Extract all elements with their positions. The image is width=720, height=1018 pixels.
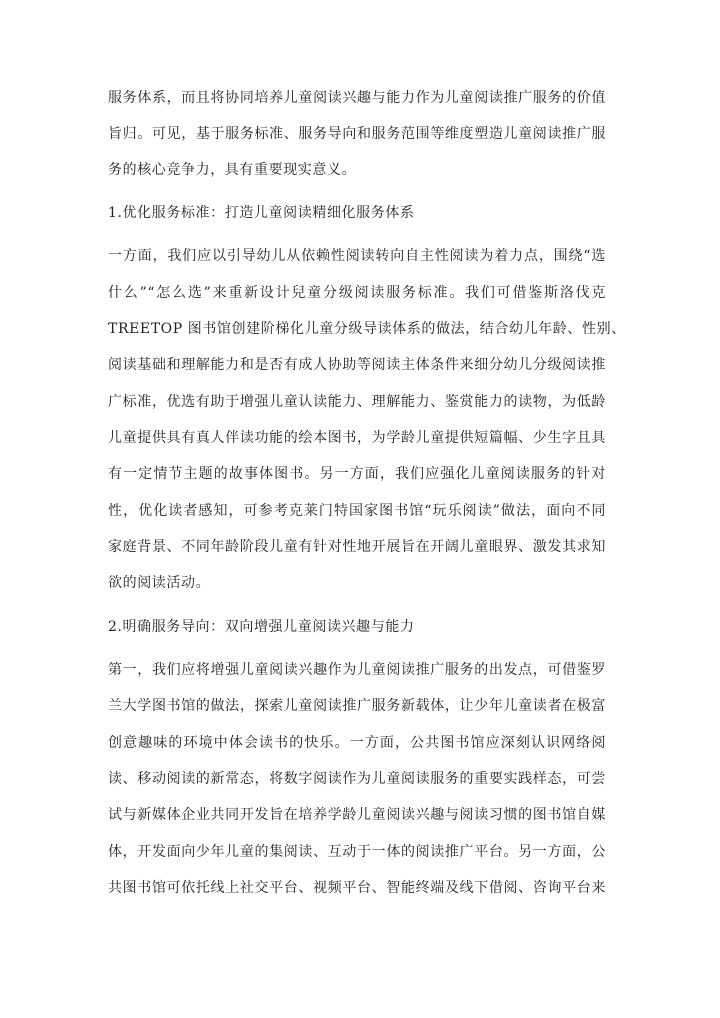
section-1-line: 家庭背景、不同年龄阶段儿童有针对性地开展旨在开阔儿童眼界、激发其求知 — [108, 539, 606, 555]
section-1-line: TREETOP 图书馆创建阶梯化儿童分级导读体系的做法，结合幼儿年龄、性别、 — [108, 321, 626, 337]
section-1-line: 什么”“怎么选”来重新设计兒童分级阅读服务标准。我们可借鉴斯洛伐克 — [108, 285, 606, 301]
section-1-line: 一方面，我们应以引导幼儿从依赖性阅读转向自主性阅读为着力点，围绕“选 — [108, 248, 606, 264]
intro-line: 服务体系，而且将协同培养儿童阅读兴趣与能力作为儿童阅读推广服务的价值 — [108, 90, 606, 106]
section-2-line: 读、移动阅读的新常态，将数字阅读作为儿童阅读服务的重要实践样态，可尝 — [108, 771, 606, 787]
section-1-line: 欲的阅读活动。 — [108, 575, 211, 591]
intro-line: 务的核心竞争力，具有重要现实意义。 — [108, 162, 357, 178]
section-1-line: 性，优化读者感知，可参考克莱门特国家图书馆“玩乐阅读”做法，面向不同 — [108, 503, 606, 519]
section-2-heading: 2.明确服务导向：双向增强儿童阅读兴趣与能力 — [108, 619, 415, 635]
section-2-line: 试与新媒体企业共同开发旨在培养学龄儿童阅读兴趣与阅读习惯的图书馆自媒 — [108, 807, 606, 823]
intro-line: 旨归。可见，基于服务标准、服务导向和服务范围等维度塑造儿童阅读推广服 — [108, 126, 606, 142]
section-2-line: 体，开发面向少年儿童的集阅读、互动于一体的阅读推广平台。另一方面，公 — [108, 844, 606, 860]
section-2-line: 共图书馆可依托线上社交平台、视频平台、智能终端及线下借阅、咨询平台来 — [108, 880, 606, 896]
section-2-line: 第一，我们应将增强儿童阅读兴趣作为儿童阅读推广服务的出发点，可借鉴罗 — [108, 662, 606, 678]
section-1-line: 儿童提供具有真人伴读功能的绘本图书，为学龄儿童提供短篇幅、少生字且具 — [108, 430, 606, 446]
section-1-line: 有一定情节主题的故事体图书。另一方面，我们应强化儿童阅读服务的针对 — [108, 466, 606, 482]
section-1-line: 广标准，优选有助于增强儿童认读能力、理解能力、鉴赏能力的读物，为低龄 — [108, 394, 606, 410]
section-2-line: 创意趣味的环境中体会读书的快乐。一方面，公共图书馆应深刻认识网络阅 — [108, 735, 606, 751]
section-2-line: 兰大学图书馆的做法，探索儿童阅读推广服务新载体，让少年儿童读者在极富 — [108, 698, 606, 714]
section-1-heading: 1.优化服务标准：打造儿童阅读精细化服务体系 — [108, 205, 415, 221]
section-1-line: 阅读基础和理解能力和是否有成人协助等阅读主体条件来细分幼儿分级阅读推 — [108, 357, 606, 373]
